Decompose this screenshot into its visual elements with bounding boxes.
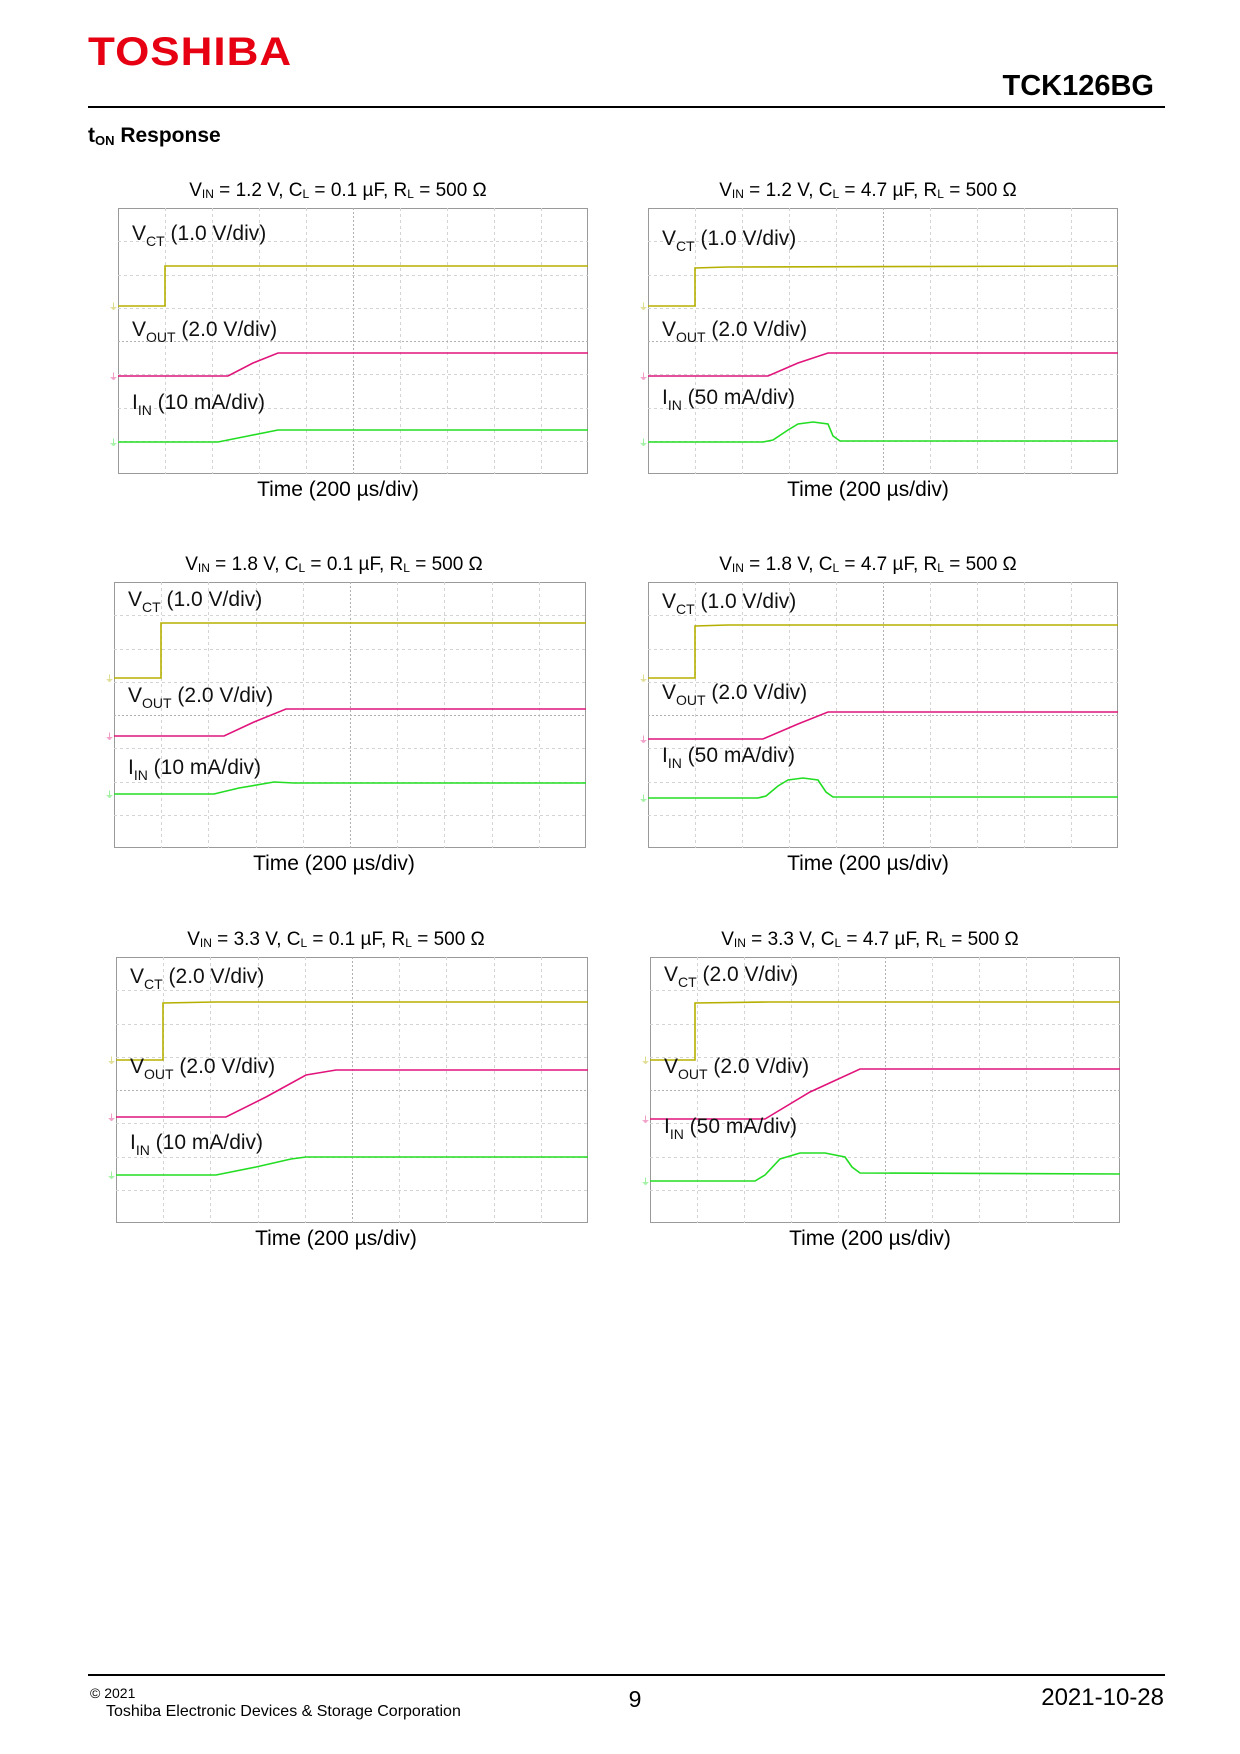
vct-ground-marker: ⏚ <box>639 303 649 313</box>
panel-title: $V_{IN} = 1.2$ V, $C_L = 4.7$ µF, $R_L = 500$ Ω <box>719 180 1017 201</box>
scope-screen <box>639 208 1118 474</box>
panel-title: $V_{IN} = 1.8$ V, $C_L = 4.7$ µF, $R_L = 500$ Ω <box>719 554 1017 575</box>
vout-label: $V_{OUT}$ (2.0 V/div) <box>130 1055 276 1082</box>
time-axis-label: Time (200 µs/div) <box>255 1227 417 1250</box>
vct-label: $V_{CT}$ (1.0 V/div) <box>662 590 797 617</box>
iin-label: $I_{IN}$ (10 mA/div) <box>128 756 262 783</box>
vct-ground-marker: ⏚ <box>641 1057 651 1067</box>
vct-label: $V_{CT}$ (1.0 V/div) <box>132 222 267 249</box>
footer-company: Toshiba Electronic Devices & Storage Corporation <box>106 1703 461 1720</box>
vct-ground-marker: ⏚ <box>107 1057 117 1067</box>
vout-ground-marker: ⏚ <box>105 733 115 743</box>
vout-ground-marker: ⏚ <box>641 1116 651 1126</box>
scope-panel-3 <box>94 554 574 884</box>
vct-ground-marker: ⏚ <box>109 303 119 313</box>
iin-label: $I_{IN}$ (50 mA/div) <box>662 386 796 413</box>
scope-screen <box>639 582 1118 848</box>
time-axis-label: Time (200 µs/div) <box>789 1227 951 1250</box>
vout-ground-marker: ⏚ <box>639 373 649 383</box>
vct-label: $V_{CT}$ (1.0 V/div) <box>128 588 263 615</box>
iin-ground-marker: ⏚ <box>107 1172 117 1182</box>
scope-screen <box>107 957 588 1223</box>
scope-panel-2 <box>628 180 1108 510</box>
iin-label: $I_{IN}$ (50 mA/div) <box>664 1115 798 1142</box>
scope-screen <box>105 582 586 848</box>
vct-ground-marker: ⏚ <box>105 675 115 685</box>
iin-ground-marker: ⏚ <box>639 439 649 449</box>
iin-ground-marker: ⏚ <box>109 439 119 449</box>
iin-ground-marker: ⏚ <box>105 791 115 801</box>
vout-label: $V_{OUT}$ (2.0 V/div) <box>128 684 274 711</box>
vct-label: $V_{CT}$ (1.0 V/div) <box>662 227 797 254</box>
vout-label: $V_{OUT}$ (2.0 V/div) <box>664 1055 810 1082</box>
iin-label: $I_{IN}$ (50 mA/div) <box>662 744 796 771</box>
part-number: TCK126BG <box>1002 70 1154 102</box>
scope-panel-6 <box>630 929 1110 1259</box>
iin-label: $I_{IN}$ (10 mA/div) <box>132 391 266 418</box>
scope-screen <box>109 208 588 474</box>
time-axis-label: Time (200 µs/div) <box>253 852 415 875</box>
vout-label: $V_{OUT}$ (2.0 V/div) <box>132 318 278 345</box>
vout-label: $V_{OUT}$ (2.0 V/div) <box>662 318 808 345</box>
panel-title: $V_{IN} = 1.8$ V, $C_L = 0.1$ µF, $R_L = 500$ Ω <box>185 554 483 575</box>
section-title: $t_{ON}$ Response <box>88 124 221 148</box>
vct-label: $V_{CT}$ (2.0 V/div) <box>664 963 799 990</box>
panel-title: $V_{IN} = 3.3$ V, $C_L = 4.7$ µF, $R_L = 500$ Ω <box>721 929 1019 950</box>
toshiba-logo: TOSHIBA <box>88 30 293 75</box>
vout-ground-marker: ⏚ <box>109 373 119 383</box>
iin-ground-marker: ⏚ <box>641 1178 651 1188</box>
vout-label: $V_{OUT}$ (2.0 V/div) <box>662 681 808 708</box>
vout-ground-marker: ⏚ <box>639 736 649 746</box>
iin-label: $I_{IN}$ (10 mA/div) <box>130 1131 264 1158</box>
panel-title: $V_{IN} = 3.3$ V, $C_L = 0.1$ µF, $R_L = 500$ Ω <box>187 929 485 950</box>
scope-panel-5 <box>96 929 576 1259</box>
page-number: 9 <box>628 1686 642 1712</box>
vct-label: $V_{CT}$ (2.0 V/div) <box>130 965 265 992</box>
panel-title: $V_{IN} = 1.2$ V, $C_L = 0.1$ µF, $R_L = 500$ Ω <box>189 180 487 201</box>
footer-rule <box>88 1674 1165 1676</box>
vout-ground-marker: ⏚ <box>107 1114 117 1124</box>
header-rule <box>88 106 1165 108</box>
iin-ground-marker: ⏚ <box>639 795 649 805</box>
vct-ground-marker: ⏚ <box>639 675 649 685</box>
time-axis-label: Time (200 µs/div) <box>257 478 419 501</box>
time-axis-label: Time (200 µs/div) <box>787 852 949 875</box>
footer-date: 2021-10-28 <box>1041 1684 1164 1711</box>
scope-panel-4 <box>628 554 1108 884</box>
scope-screen <box>641 957 1120 1223</box>
time-axis-label: Time (200 µs/div) <box>787 478 949 501</box>
footer-copyright: © 2021 <box>90 1685 136 1701</box>
scope-panel-1 <box>98 180 578 510</box>
